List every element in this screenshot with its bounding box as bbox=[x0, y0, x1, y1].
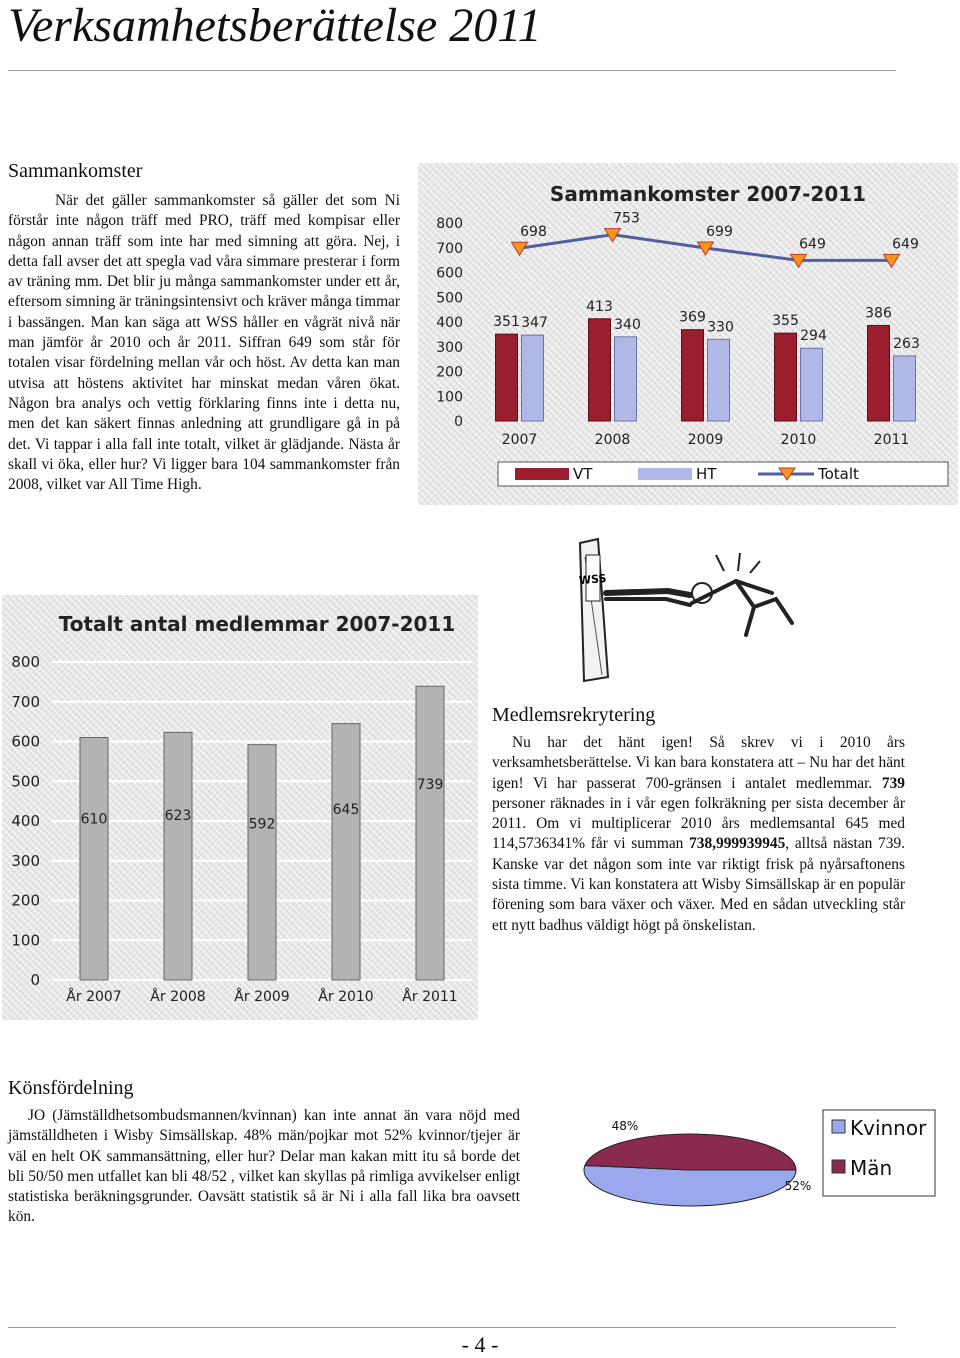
legend-swatch-ht bbox=[638, 468, 692, 480]
y-tick-label: 800 bbox=[11, 653, 40, 671]
legend-label-vt: VT bbox=[573, 465, 593, 483]
legend-label-kvinnor: Kvinnor bbox=[850, 1116, 927, 1140]
chart-title: Totalt antal medlemmar 2007-2011 bbox=[58, 612, 456, 636]
x-tick-label: År 2007 bbox=[66, 989, 122, 1005]
bar-vt bbox=[775, 333, 797, 421]
legend-swatch-man bbox=[832, 1160, 845, 1173]
y-tick-label: 100 bbox=[11, 931, 40, 950]
data-label: 592 bbox=[248, 816, 276, 833]
section-heading-medlemsrekrytering: Medlemsrekrytering bbox=[492, 704, 656, 726]
y-tick-label: 500 bbox=[11, 772, 40, 791]
text-part: , alltså nästan 739. Kanske var det någon som inte var riktigt frisk på nyårsaftonens sista timme. Vi kan konstatera att Wisby Simsällskap är en populär förening som bara växer och växer. Med en sådan utveckling står ett nytt badhus väldigt högt på önskelistan. bbox=[492, 835, 905, 934]
y-tick-label: 400 bbox=[11, 812, 40, 830]
y-tick-label: 200 bbox=[11, 891, 40, 910]
legend-label-man: Män bbox=[850, 1156, 893, 1180]
legend-label-totalt: Totalt bbox=[818, 465, 859, 483]
header-divider bbox=[8, 70, 896, 71]
data-label-vt: 355 bbox=[772, 313, 799, 330]
chart-title: Sammankomster 2007-2011 bbox=[549, 182, 867, 206]
y-tick-label: 600 bbox=[436, 265, 463, 282]
data-label-vt: 413 bbox=[586, 298, 613, 315]
data-label-vt: 369 bbox=[679, 309, 706, 326]
bar-vt bbox=[682, 330, 704, 421]
bar-ht bbox=[894, 356, 916, 421]
bar-ht bbox=[615, 337, 637, 421]
data-label-vt: 351 bbox=[493, 314, 520, 331]
y-tick-label: 300 bbox=[436, 339, 463, 356]
bar-vt bbox=[868, 325, 890, 421]
page-title: Verksamhetsberättelse 2011 bbox=[8, 0, 542, 52]
data-label: 623 bbox=[164, 808, 192, 825]
y-tick-label: 500 bbox=[436, 290, 463, 307]
data-label: 739 bbox=[416, 777, 444, 794]
data-label-totalt: 753 bbox=[613, 210, 640, 227]
bar-members bbox=[416, 686, 444, 980]
x-tick-label: År 2010 bbox=[318, 989, 374, 1005]
figure-pulling-door-sign-icon bbox=[540, 535, 800, 685]
x-tick-label: 2007 bbox=[501, 432, 538, 448]
section-text-medlemsrekrytering bbox=[492, 733, 905, 936]
y-tick-label: 600 bbox=[11, 732, 40, 751]
text-bold: 738,999939945 bbox=[689, 835, 786, 853]
bar-vt bbox=[496, 334, 518, 421]
x-tick-label: År 2011 bbox=[402, 989, 458, 1005]
section-text-sammankomster: När det gäller sammankomster så gäller det som Ni förstår inte någon träff med PRO, träff med kompisar eller någon annan träff som inte har med simning att göra. Nej, i detta fall avser det att spegla vad våra simmare presterar i form av träning mm. Det blir ju många sammankomster under ett år, eftersom simning är träningsintensivt och kräver många timmar i bassängen. Man kan säga att WSS håller en vågrät nivå när man jämför år 2010 och år 2011. Siffran 649 som står för totalen visar fördelning mellan vår och höst. Av detta kan man utvisa att höstens aktivitet har minskat medan våren ökat. Någon bra analys och vettig förklaring finns inte i detta nu, men det kan säkert finnas anledning att grundligare gå in på det. Vi tappar i alla fall inte totalt, vilket är glädjande. Nästa år skall vi öka, eller hur? Vi ligger bara 104 sammankomster från 2008, vilket var All Time High. bbox=[8, 192, 400, 494]
data-label: 645 bbox=[332, 802, 360, 819]
data-label-totalt: 698 bbox=[520, 224, 547, 241]
bar-members bbox=[80, 738, 108, 980]
x-tick-label: 2009 bbox=[687, 432, 724, 448]
chart-konsfordelning bbox=[570, 1108, 940, 1218]
data-label-ht: 294 bbox=[800, 328, 827, 345]
sign-text: WSS bbox=[578, 571, 607, 588]
bar-members bbox=[164, 732, 192, 980]
chart-sammankomster bbox=[418, 163, 958, 505]
chart-medlemmar-svg bbox=[2, 595, 478, 1020]
y-tick-label: 0 bbox=[454, 414, 463, 430]
bar-ht bbox=[522, 335, 544, 421]
y-tick-label: 300 bbox=[11, 851, 40, 870]
y-tick-label: 100 bbox=[436, 389, 463, 406]
chart-medlemmar bbox=[2, 595, 478, 1020]
legend-label-ht: HT bbox=[696, 465, 717, 483]
footer-divider bbox=[8, 1327, 896, 1328]
data-label-ht: 330 bbox=[707, 319, 734, 336]
bar-members bbox=[332, 724, 360, 980]
data-label-totalt: 649 bbox=[892, 236, 919, 253]
data-label-vt: 386 bbox=[865, 305, 892, 322]
section-heading-konsfordelning: Könsfördelning bbox=[8, 1077, 134, 1099]
pie-slice-män bbox=[585, 1134, 796, 1170]
x-tick-label: 2010 bbox=[780, 432, 817, 448]
section-text-konsfordelning: JO (Jämställdhetsombudsmannen/kvinnan) kan inte annat än vara nöjd med jämställdheten i Wisby Simsällskap. 48% män/pojkar mot 52% kvinnor/tjejer är väl en helt OK sammansättning, eller hur? Delar man kakan mitt itu så borde det bli 50/50 men utfallet kan bli 48/52 , vilket kan skyllas på rimliga avvikelser enligt statistiska beräkningsgrunder. Oavsätt statistik så är Ni i alla fall lika bra oavsett kön. bbox=[8, 1107, 520, 1226]
data-label-ht: 347 bbox=[521, 315, 548, 332]
page-number: - 4 - bbox=[461, 1332, 499, 1357]
data-label-totalt: 649 bbox=[799, 236, 826, 253]
legend-swatch-vt bbox=[515, 468, 569, 480]
y-tick-label: 700 bbox=[436, 240, 463, 257]
text-bold: 739 bbox=[881, 774, 905, 792]
data-label: 610 bbox=[80, 811, 108, 828]
bar-ht bbox=[801, 348, 823, 421]
pie-label: 52% bbox=[784, 1179, 812, 1193]
data-label-ht: 263 bbox=[893, 335, 920, 352]
y-tick-label: 200 bbox=[436, 364, 463, 381]
chart-sammankomster-svg bbox=[418, 163, 958, 505]
pie-label: 48% bbox=[611, 1119, 639, 1133]
text-part: personer räknades in i vår egen folkräkning per sista december år 2011. Om vi multiplicerar 2010 års medlemsantal 645 med 114,5736341% får vi summan bbox=[492, 794, 905, 853]
section-heading-sammankomster: Sammankomster bbox=[8, 160, 143, 182]
bar-ht bbox=[708, 339, 730, 421]
bar-members bbox=[248, 745, 276, 980]
y-tick-label: 800 bbox=[436, 216, 463, 232]
y-tick-label: 0 bbox=[30, 971, 40, 989]
x-tick-label: År 2009 bbox=[234, 989, 290, 1005]
data-label-totalt: 699 bbox=[706, 223, 733, 240]
data-label-ht: 340 bbox=[614, 316, 641, 333]
x-tick-label: 2011 bbox=[873, 432, 910, 448]
bar-vt bbox=[589, 319, 611, 421]
y-tick-label: 700 bbox=[11, 692, 40, 711]
pie-slice-kvinnor bbox=[584, 1165, 796, 1206]
x-tick-label: År 2008 bbox=[150, 989, 206, 1005]
legend-swatch-kvinnor bbox=[832, 1120, 845, 1133]
text-part: Nu har det hänt igen! Så skrev vi i 2010 års verksamhetsberättelse. Vi kan bara konstatera att – Nu har det hänt igen! Vi har passerat 700-gränsen i antalet medlemmar. bbox=[492, 734, 905, 792]
y-tick-label: 400 bbox=[436, 315, 463, 331]
x-tick-label: 2008 bbox=[594, 432, 631, 448]
